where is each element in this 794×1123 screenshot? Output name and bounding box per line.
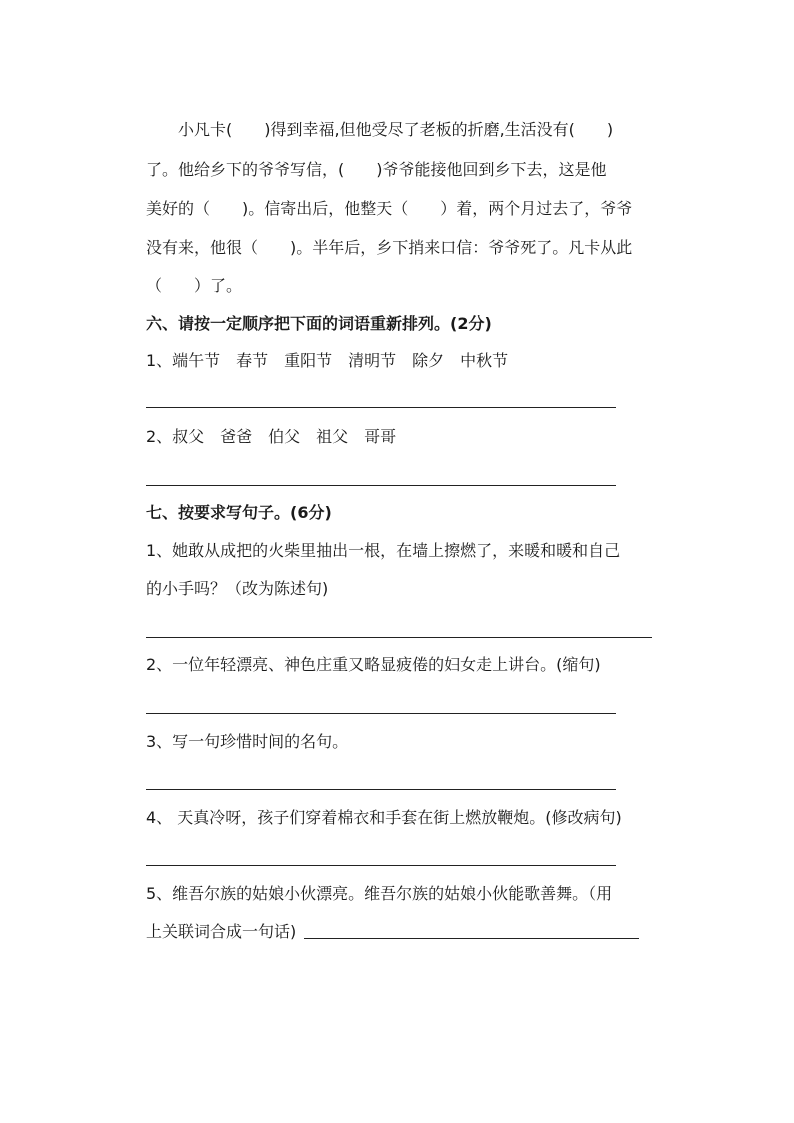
section7-question-5-line-1: 5、维吾尔族的姑娘小伙漂亮。维吾尔族的姑娘小伙能歌善舞。（用 xyxy=(146,884,613,903)
passage-line-5: （ ）了。 xyxy=(146,276,243,295)
answer-line-7-4[interactable] xyxy=(146,865,616,866)
section7-question-4: 4、 天真冷呀，孩子们穿着棉衣和手套在街上燃放鞭炮。(修改病句) xyxy=(146,808,622,827)
passage-line-4: 没有来，他很（ )。半年后，乡下捎来口信：爷爷死了。凡卡从此 xyxy=(146,238,633,257)
section7-question-5-line-2-text: 上关联词合成一句话) xyxy=(146,922,297,941)
passage-line-2: 了。他给乡下的爷爷写信，( )爷爷能接他回到乡下去，这是他 xyxy=(146,160,607,179)
section7-question-3: 3、写一句珍惜时间的名句。 xyxy=(146,732,349,751)
section6-question-1: 1、端午节 春节 重阳节 清明节 除夕 中秋节 xyxy=(146,351,509,370)
answer-line-7-2[interactable] xyxy=(146,713,616,714)
passage-line-3: 美好的（ )。信寄出后，他整天（ ）着，两个月过去了，爷爷 xyxy=(146,199,633,218)
answer-line-6-1[interactable] xyxy=(146,407,616,408)
section6-question-2: 2、叔父 爸爸 伯父 祖父 哥哥 xyxy=(146,427,397,446)
section6-heading: 六、请按一定顺序把下面的词语重新排列。(2分) xyxy=(146,314,492,333)
section7-question-2: 2、一位年轻漂亮、神色庄重又略显疲倦的妇女走上讲台。(缩句) xyxy=(146,655,601,674)
section7-heading: 七、按要求写句子。(6分) xyxy=(146,503,332,522)
section7-question-1-line-1: 1、她敢从成把的火柴里抽出一根，在墙上擦燃了，来暖和暖和自己 xyxy=(146,541,621,560)
answer-line-7-1[interactable] xyxy=(146,637,652,638)
answer-line-7-5[interactable] xyxy=(304,922,639,939)
answer-line-7-3[interactable] xyxy=(146,789,616,790)
answer-line-6-2[interactable] xyxy=(146,485,616,486)
section7-question-1-line-2: 的小手吗？（改为陈述句) xyxy=(146,579,329,598)
section7-question-5-line-2 xyxy=(146,922,639,942)
passage-line-1: 小凡卡( )得到幸福,但他受尽了老板的折磨,生活没有( ) xyxy=(178,120,614,139)
